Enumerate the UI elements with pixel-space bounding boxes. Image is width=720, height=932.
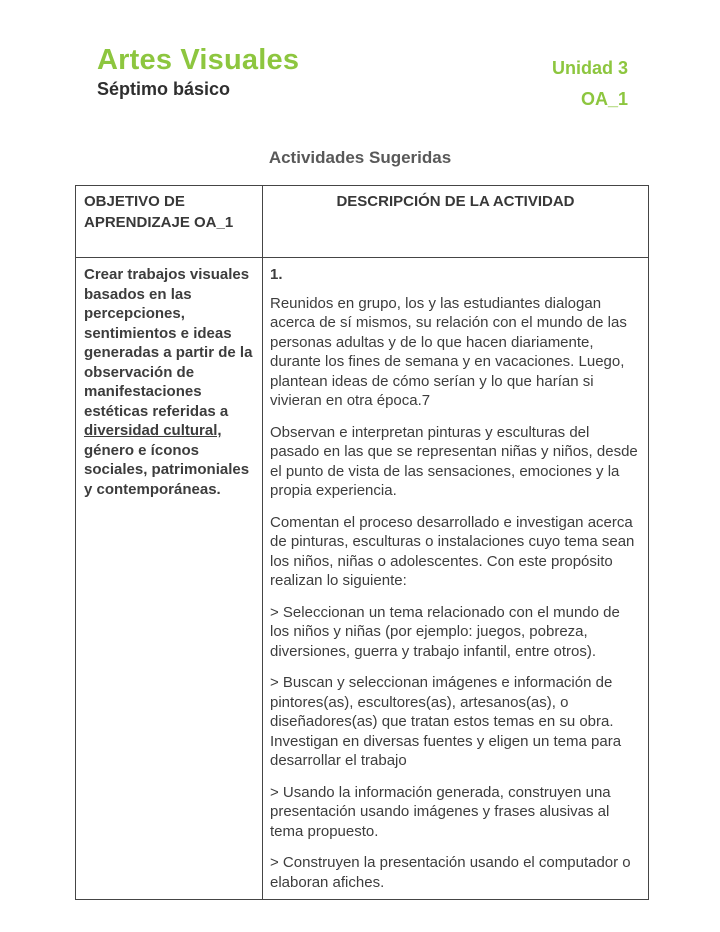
activity-number: 1. (270, 266, 283, 283)
table-header-row (76, 186, 649, 258)
document-header (97, 44, 628, 109)
activity-paragraph: > Seleccionan un tema relacionado con el mundo de los niños y niñas (por ejemplo: juegos, pobreza, diversiones, guerra y trabajo infantil, entre otros). (270, 603, 620, 660)
oa-label: OA_1 (580, 88, 628, 109)
table-row (76, 258, 649, 900)
activity-paragraph: Observan e interpretan pinturas y esculturas del pasado en las que se representan niñas y niños, desde el punto de vista de las sensaciones, emociones y la propia experiencia. (270, 423, 638, 499)
objective-cell (76, 258, 263, 900)
objective-text-before: Crear trabajos visuales basados en las percepciones, sentimientos e ideas generadas a partir de la observación de manifestaciones estéticas referidas a (84, 266, 253, 420)
objective-underlined-term: diversidad cultural, (84, 422, 222, 439)
activity-paragraph: > Usando la información generada, construyen una presentación usando imágenes y frases alusivas al tema propuesto. (270, 783, 611, 840)
activity-paragraph: Comentan el proceso desarrollado e investigan acerca de pinturas, esculturas o instalaciones cuyo tema sean los niños, niñas o adolescentes. Con este propósito realizan lo siguiente: (270, 513, 635, 589)
activity-paragraph: > Buscan y seleccionan imágenes e información de pintores(as), escultores(as), artesanos(as), o diseñadores(as) que tratan estos temas en su obra. Investigan en diversas fuentes y eligen un tema para desarrollar el trabajo (270, 674, 622, 769)
doc-subtitle: Séptimo básico (97, 79, 231, 100)
activities-table (75, 185, 649, 900)
doc-title: Artes Visuales (97, 44, 300, 76)
header-unit-block (552, 53, 628, 114)
col-header-descripcion: DESCRIPCIÓN DE LA ACTIVIDAD (263, 186, 649, 258)
objective-text-after: género e íconos sociales, patrimoniales y contemporáneas. (84, 441, 250, 498)
section-title: Actividades Sugeridas (268, 148, 452, 167)
activity-paragraph: > Construyen la presentación usando el computador o elaboran afiches. (270, 854, 631, 891)
activity-paragraph: Reunidos en grupo, los y las estudiantes dialogan acerca de sí mismos, su relación con el mundo de las personas adultas y de lo que hacen diariamente, durante los fines de semana y en vacaciones. Luego, plantean ideas de cómo serían y lo que harían si vivieran en otra época.7 (270, 294, 627, 409)
col-header-objetivo: OBJETIVO DE APRENDIZAJE OA_1 (76, 186, 263, 258)
activity-cell (263, 258, 649, 900)
unit-label: Unidad 3 (551, 58, 628, 78)
